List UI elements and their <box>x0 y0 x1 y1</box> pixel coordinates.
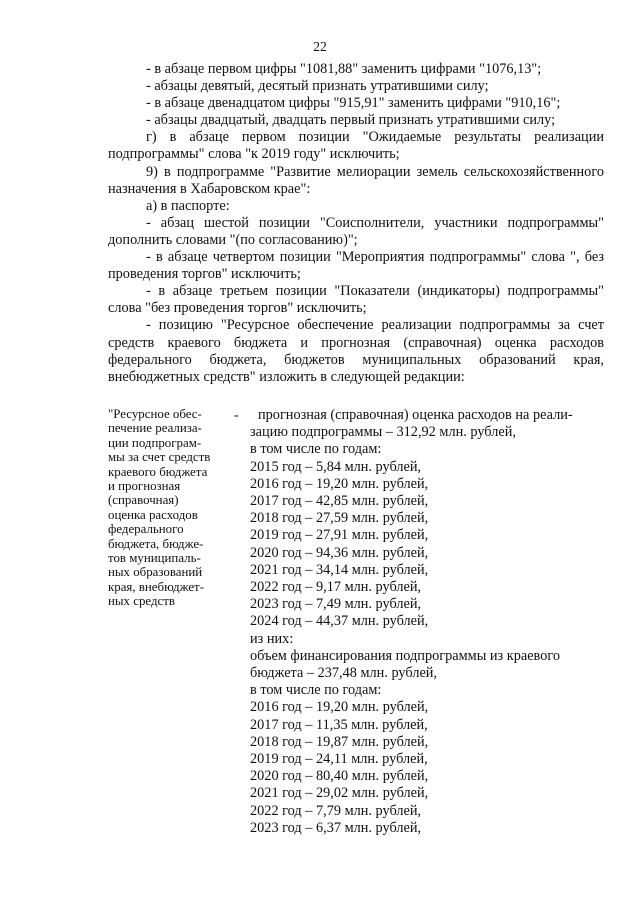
right-line: 2022 год – 7,79 млн. рублей, <box>250 802 422 819</box>
right-line: 2018 год – 19,87 млн. рублей, <box>250 733 429 750</box>
paragraph: - абзацы двадцатый, двадцать первый признать утратившими силу; <box>146 112 556 129</box>
left-line: печение реализа- <box>108 421 202 436</box>
right-line: в том числе по годам: <box>250 441 382 458</box>
right-line: 2016 год – 19,20 млн. рублей, <box>250 475 429 492</box>
right-line: прогнозная (справочная) оценка расходов на реали- <box>258 407 573 423</box>
right-line: объем финансирования подпрограммы из краевого <box>250 647 561 664</box>
paragraph: а) в паспорте: <box>146 197 230 214</box>
left-line: ных образований <box>108 565 203 580</box>
right-line: 2020 год – 94,36 млн. рублей, <box>250 544 429 561</box>
right-line: 2022 год – 9,17 млн. рублей, <box>250 579 422 596</box>
paragraph: г) в абзаце первом позиции "Ожидаемые результаты реализации подпрограммы" слова "к 2019 году" исключить; <box>108 129 604 163</box>
left-line: "Ресурсное обес- <box>108 407 202 421</box>
left-line: бюджета, бюдже- <box>108 536 204 551</box>
paragraph: - позицию "Ресурсное обеспечение реализации подпрограммы за счет средств краевого бюджета и прогнозная (справочная) оценка расходов федерального бюджета, бюджетов муниципальных образований края, внебюджетных средств" изложить в следующей редакции: <box>108 317 604 385</box>
paragraph: - в абзаце двенадцатом цифры "915,91" заменить цифрами "910,16"; <box>146 95 561 112</box>
left-line: (справочная) <box>108 493 179 508</box>
left-line: мы за счет средств <box>108 450 211 465</box>
paragraph: - абзацы девятый, десятый признать утратившими силу; <box>146 78 489 95</box>
page-number: 22 <box>313 39 327 54</box>
right-line: из них: <box>250 630 294 647</box>
paragraph: - в абзаце первом цифры "1081,88" заменить цифрами "1076,13"; <box>146 61 542 77</box>
right-line: 2019 год – 24,11 млн. рублей, <box>250 751 428 768</box>
left-line: тов муниципаль- <box>108 551 201 566</box>
left-line: оценка расходов <box>108 507 198 522</box>
left-line: и прогнозная <box>108 479 181 494</box>
table-left-cell <box>108 407 231 609</box>
left-line: ных средств <box>108 594 175 609</box>
right-line: 2019 год – 27,91 млн. рублей, <box>250 527 429 544</box>
right-line: 2021 год – 34,14 млн. рублей, <box>250 561 429 578</box>
right-line: бюджета – 237,48 млн. рублей, <box>250 665 438 682</box>
document-body <box>108 61 604 386</box>
right-line: 2017 год – 42,85 млн. рублей, <box>250 493 429 510</box>
right-line: в том числе по годам: <box>250 682 382 699</box>
left-line: края, внебюджет- <box>108 579 204 594</box>
right-line: 2018 год – 27,59 млн. рублей, <box>250 510 429 527</box>
right-line: 2023 год – 6,37 млн. рублей, <box>250 819 422 836</box>
paragraph: - в абзаце третьем позиции "Показатели (индикаторы) подпрограммы" слова "без проведения торгов" исключить; <box>108 283 604 317</box>
left-line: краевого бюджета <box>108 464 208 479</box>
table-dash: - <box>234 408 239 423</box>
table-right-cell <box>250 407 601 837</box>
right-line: 2016 год – 19,20 млн. рублей, <box>250 699 429 716</box>
paragraph: 9) в подпрограмме "Развитие мелиорации земель сельскохозяйственного назначения в Хабаровском крае": <box>108 163 604 197</box>
right-line: 2023 год – 7,49 млн. рублей, <box>250 596 422 613</box>
right-line: 2021 год – 29,02 млн. рублей, <box>250 785 429 802</box>
paragraph: - в абзаце четвертом позиции "Мероприятия подпрограммы" слова ", без проведения торгов" исключить; <box>108 249 604 283</box>
right-line: зацию подпрограммы – 312,92 млн. рублей, <box>250 424 516 441</box>
right-line: 2020 год – 80,40 млн. рублей, <box>250 768 429 785</box>
left-line: федерального <box>108 522 184 537</box>
paragraph: - абзац шестой позиции "Соисполнители, участники подпрограммы" дополнить словами "(по согласованию)"; <box>108 214 604 248</box>
right-line: 2024 год – 44,37 млн. рублей, <box>250 613 429 630</box>
left-line: ции подпрограм- <box>108 435 202 450</box>
right-line: 2015 год – 5,84 млн. рублей, <box>250 458 422 475</box>
right-line: 2017 год – 11,35 млн. рублей, <box>250 716 428 733</box>
